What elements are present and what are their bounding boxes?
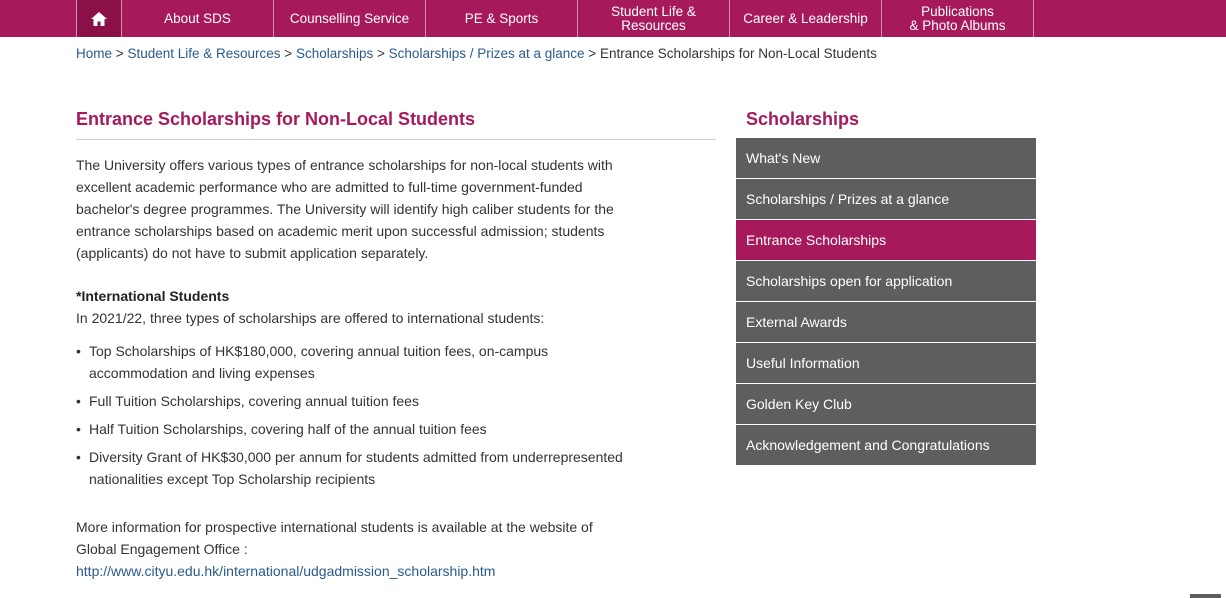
nav-career-leadership[interactable]: Career & Leadership [730,0,882,37]
sidebar-item-prizes-at-a-glance[interactable]: Scholarships / Prizes at a glance [736,179,1036,219]
list-item: • Full Tuition Scholarships, covering annual tuition fees [76,390,636,412]
nav-counselling-service[interactable]: Counselling Service [274,0,426,37]
breadcrumb-prizes-at-a-glance[interactable]: Scholarships / Prizes at a glance [388,46,585,61]
international-students-lead: In 2021/22, three types of scholarships are offered to international students: [76,310,545,326]
home-icon [91,12,107,26]
breadcrumb-separator: > [284,46,293,61]
breadcrumb-home[interactable]: Home [76,46,113,61]
more-info-text: More information for prospective international students is available at the website of Global Engagement Office : [76,519,593,557]
list-item: • Half Tuition Scholarships, covering half of the annual tuition fees [76,418,636,440]
nav-student-life[interactable]: Student Life & Resources [578,0,730,37]
back-to-top-button[interactable] [1190,594,1221,598]
top-navigation-bar [0,0,1226,37]
sidebar-menu [736,138,1036,466]
breadcrumb-scholarships[interactable]: Scholarships [295,46,374,61]
main-nav [76,0,1034,37]
list-item: • Top Scholarships of HK$180,000, covering annual tuition fees, on-campus accommodation and living expenses [76,340,636,384]
sidebar-item-external-awards[interactable]: External Awards [736,302,1036,342]
nav-home-button[interactable] [76,0,122,37]
list-item: • Diversity Grant of HK$30,000 per annum for students admitted from underrepresented nationalities except Top Scholarship recipients [76,446,636,490]
sidebar-item-open-for-application[interactable]: Scholarships open for application [736,261,1036,301]
sidebar-item-whats-new[interactable]: What's New [736,138,1036,178]
sidebar-item-golden-key-club[interactable]: Golden Key Club [736,384,1036,424]
sidebar-item-acknowledgement[interactable]: Acknowledgement and Congratulations [736,425,1036,465]
sidebar-title: Scholarships [746,109,860,129]
breadcrumb-current: Entrance Scholarships for Non-Local Students [599,46,877,61]
breadcrumb-separator: > [115,46,124,61]
international-students-heading: *International Students [76,288,230,304]
global-engagement-office-link[interactable]: http://www.cityu.edu.hk/international/udgadmission_scholarship.htm [76,563,496,579]
nav-publications[interactable]: Publications & Photo Albums [882,0,1034,37]
breadcrumb [76,46,877,61]
page-title: Entrance Scholarships for Non-Local Students [76,109,716,140]
breadcrumb-student-life[interactable]: Student Life & Resources [127,46,281,61]
breadcrumb-separator: > [377,46,385,61]
scholarship-types-list [76,340,636,496]
intro-paragraph: The University offers various types of entrance scholarships for non-local students with excellent academic performance who are admitted to full-time government-funded bachelor's degree programmes. The University will identify high caliber students for the entrance scholarships based on academic merit upon successful admission; students (applicants) do not have to submit application separately. [76,157,614,261]
nav-pe-sports[interactable]: PE & Sports [426,0,578,37]
nav-about-sds[interactable]: About SDS [122,0,274,37]
breadcrumb-separator: > [588,46,597,61]
sidebar-item-entrance-scholarships[interactable]: Entrance Scholarships [736,220,1036,260]
sidebar-item-useful-information[interactable]: Useful Information [736,343,1036,383]
